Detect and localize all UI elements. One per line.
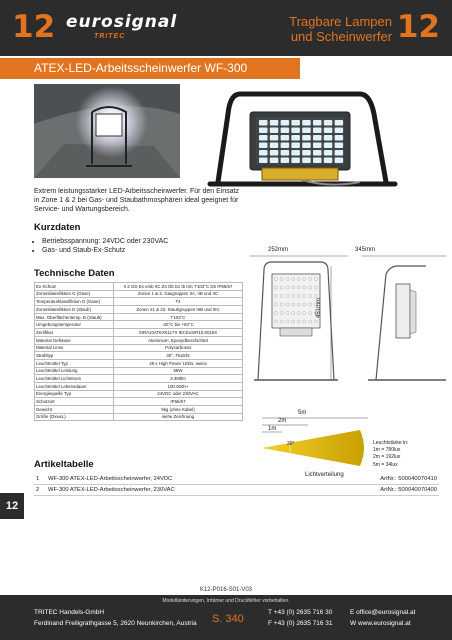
company-address: Ferdinand Freiligrathgasse 5, 2620 Neunkirchen, Austria (34, 620, 197, 627)
article-number: ArtNr.: 500040070400 (314, 485, 439, 496)
lux-title: Leuchtstärke in: (373, 440, 409, 446)
article-description: WF-300 ATEX-LED-Arbeitsscheinwerfer, 230VAC (46, 485, 314, 496)
document-code: K12-P016-S01-V03 (199, 587, 253, 593)
fax: F +43 (0) 2635 716 31 (268, 620, 333, 627)
spec-label: Gewicht (35, 406, 114, 414)
spec-row (35, 321, 243, 329)
photo-tunnel (34, 84, 180, 178)
category-line-2: und Scheinwerfer (290, 29, 392, 44)
spec-row (35, 290, 243, 298)
brand-logo: eurosignal (66, 12, 178, 32)
spec-value: 58W (114, 367, 243, 375)
spec-label: Zertifikat (35, 329, 114, 337)
spec-value: 48 x High Power LEDs, weiss (114, 359, 243, 367)
lux-value: 2m = 192lux (373, 454, 401, 461)
company-name: TRITEC Handels-GmbH (34, 609, 105, 616)
spec-label: Größe (DxwxL) (35, 413, 114, 421)
header-bar (0, 0, 452, 56)
intro-text: Extrem leistungsstarker LED-Arbeitsscheinwerfer. Für den Einsatz in Zone 1 & 2 bei Gas- und Staubathmosphären ideal geeignet für Service- und Wartungsbereich. (34, 188, 240, 213)
spec-value: Zonen 1 & 2, Gasgruppen IIA, IIB und IIC (114, 290, 243, 298)
artikeltabelle-heading: Artikeltabelle (34, 459, 94, 470)
spec-value: -20°C bis +50°C (114, 321, 243, 329)
product-title: ATEX-LED-Arbeitsscheinwerfer WF-300 (34, 61, 248, 75)
lux-value: 1m = 780lux (373, 447, 401, 454)
spec-label: Material Linse (35, 344, 114, 352)
category-title (289, 14, 392, 44)
spec-label: Zonenklassifiktion D (Staub) (35, 306, 114, 314)
footer-bar (0, 595, 452, 640)
spec-row (35, 413, 243, 421)
spec-label: Max. Oberflächentemp. D (Staub) (35, 313, 114, 321)
spec-row (35, 406, 243, 414)
article-row (34, 485, 439, 496)
dim-distance-1m: 1m (268, 426, 277, 432)
spec-label: Zonenklassifiktion G (Gase) (35, 290, 114, 298)
spec-label: Energiequelle Typ (35, 390, 114, 398)
brand-sub: TRITEC (94, 33, 126, 40)
website-link[interactable]: W www.eurosignal.at (350, 620, 411, 627)
spec-label: Material Gehäuse (35, 336, 114, 344)
kurzdaten-item: • Gas- und Staub-Ex-Schutz (42, 246, 168, 255)
spec-label: Schutzart (35, 398, 114, 406)
side-page-tab: 12 (0, 493, 24, 519)
kurzdaten-list (34, 237, 168, 255)
spec-value: T4 (114, 298, 243, 306)
spec-row (35, 359, 243, 367)
spec-label: Umgebungstemperatur (35, 321, 114, 329)
spec-value: 24VDC oder 230VAC (114, 390, 243, 398)
page-number-left: 12 (12, 9, 56, 45)
spec-value: 100.000h+ (114, 382, 243, 390)
spec-value: 30°, Fluticht (114, 352, 243, 360)
article-table (34, 474, 439, 496)
spec-value: Zonen 21 & 22, Staubgruppen IIIB und IIIC (114, 306, 243, 314)
lux-value: 5m = 34lux (373, 461, 398, 468)
article-row (34, 474, 439, 485)
dim-width-front: 252mm (268, 247, 289, 253)
light-distribution-diagram (260, 412, 370, 468)
kurzdaten-item: • Betriebsspannung: 24VDC oder 230VAC (42, 237, 168, 246)
article-index: 1 (34, 474, 46, 485)
spec-row (35, 329, 243, 337)
email-link[interactable]: E office@eurosignal.at (350, 609, 416, 616)
lux-values (373, 440, 408, 469)
spec-value: SIRA10ATEX5117X IECExSIR10.0016X (114, 329, 243, 337)
spec-value: siehe Zeichnung (114, 413, 243, 421)
disclaimer: Modelländerungen, Irrtümer und Druckfehler vorbehalten. (162, 598, 290, 604)
spec-row (35, 390, 243, 398)
spec-label: Temperaturklassifiktion G (Gase) (35, 298, 114, 306)
technical-drawing (250, 244, 450, 394)
spec-row (35, 313, 243, 321)
product-title-bar (0, 58, 300, 79)
dim-width-side: 345mm (355, 247, 376, 253)
spec-label: Leuchtmittel Lichtstrom (35, 375, 114, 383)
spec-value: Polycarbonat (114, 344, 243, 352)
spec-row (35, 398, 243, 406)
kurzdaten-heading: Kurzdaten (34, 222, 81, 233)
spec-row (35, 382, 243, 390)
spec-row (35, 344, 243, 352)
photo-product (190, 84, 410, 192)
page-reference: S. 340 (212, 613, 244, 625)
light-distribution-caption: Lichtverteilung (305, 472, 344, 478)
spec-label: Strahltyp (35, 352, 114, 360)
spec-value: T103°C (114, 313, 243, 321)
dim-distance-5m: 5m (298, 410, 307, 416)
spec-label: Leuchtmittel Lebensdauer (35, 382, 114, 390)
dim-distance-2m: 2m (278, 418, 287, 424)
category-line-1: Tragbare Lampen (289, 14, 392, 29)
spec-row (35, 336, 243, 344)
spec-value: II 2 GD Ex emb IIC Z4 Gb Ex tb IIIC T103°C Db IP66/67 (114, 283, 243, 291)
beam-angle: 30° (287, 441, 295, 447)
technische-daten-heading: Technische Daten (34, 268, 115, 279)
spec-row (35, 283, 243, 291)
article-number: ArtNr.: 500040070410 (314, 474, 439, 485)
spec-value: 3.300lm (114, 375, 243, 383)
spec-table (34, 282, 243, 421)
spec-row (35, 367, 243, 375)
spec-row (35, 375, 243, 383)
spec-row (35, 306, 243, 314)
spec-label: Leuchtmittel Typ (35, 359, 114, 367)
spec-row (35, 298, 243, 306)
spec-value: IP66/67 (114, 398, 243, 406)
article-description: WF-300 ATEX-LED-Arbeitsscheinwerfer, 24VDC (46, 474, 314, 485)
phone: T +43 (0) 2635 716 30 (268, 609, 333, 616)
spec-value: 9kg (ohne Kabel) (114, 406, 243, 414)
spec-label: Ex-Schutz (35, 283, 114, 291)
page-number-right: 12 (396, 9, 440, 45)
article-index: 2 (34, 485, 46, 496)
spec-label: Leuchtmittel Leistung (35, 367, 114, 375)
dim-height: 451mm (316, 297, 322, 318)
spec-row (35, 352, 243, 360)
spec-value: Aluminium, Epoxydbeschichtet (114, 336, 243, 344)
